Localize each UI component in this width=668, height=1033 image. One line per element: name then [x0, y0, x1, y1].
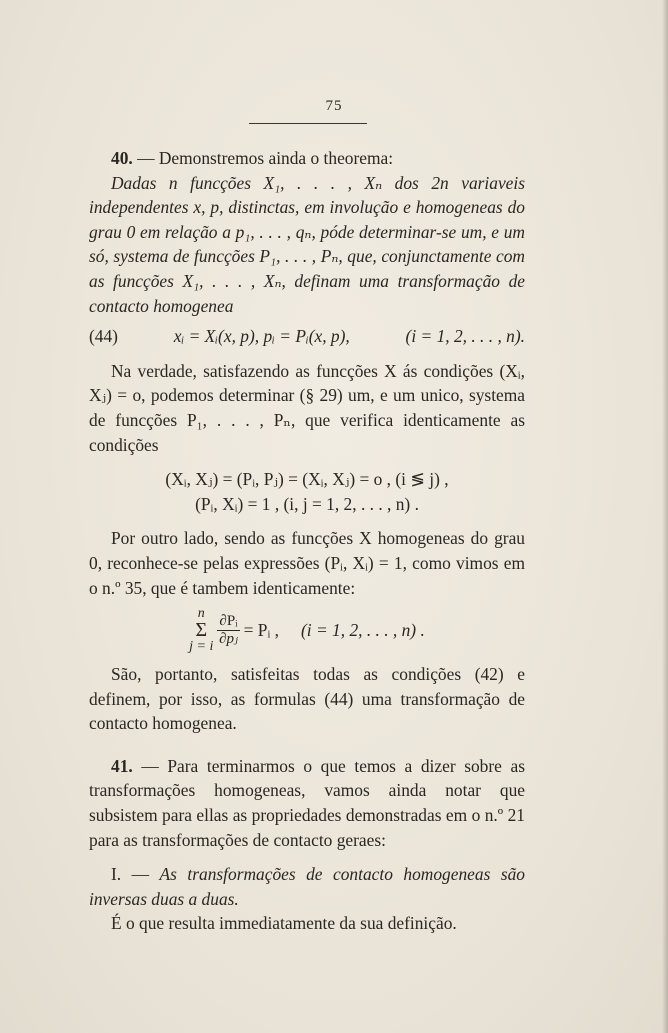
- equation-44-range: (i = 1, 2, . . . , n).: [405, 326, 525, 347]
- equation-44-label: (44): [89, 326, 118, 347]
- equation-44-body: xᵢ = Xᵢ(x, p), pᵢ = Pᵢ(x, p),: [173, 326, 350, 347]
- condition-equation-2: (Pᵢ, Xᵢ) = 1 , (i, j = 1, 2, . . . , n) .: [195, 493, 419, 514]
- sum-range: (i = 1, 2, . . . , n) .: [301, 619, 425, 640]
- sum-operator: [189, 606, 213, 654]
- paragraph-sao-portanto: São, portanto, satisfeitas todas as condições (42) e definem, por isso, as formulas (44) uma transformação de contacto homogenea.: [89, 664, 525, 734]
- partial-fraction: [217, 613, 239, 648]
- section-41-number: 41.: [111, 755, 133, 776]
- sum-lower-limit: j = i: [189, 639, 214, 655]
- section-41-paragraph: [89, 754, 525, 852]
- fraction-numerator: ∂Pᵢ: [219, 612, 238, 629]
- section-40-heading: [89, 146, 525, 171]
- paragraph-na-verdade: Na verdade, satisfazendo as funcções X ás condições (Xᵢ, Xⱼ) = o, podemos determinar (§ 29) um, e um unico, systema de funcções P₁, . . . , Pₙ, que verifica identicamente as condições: [89, 360, 525, 455]
- proposition-I-label: I. —: [111, 864, 150, 885]
- paragraph-final: É o que resulta immediatamente da sua definição.: [111, 913, 457, 934]
- page-body: [89, 146, 525, 936]
- section-41-text: — Para terminarmos o que temos a dizer sobre as transformações homogeneas, vamos ainda notar que subsistem para ellas as propriedades demonstradas em o n.º 21 para as transformações de contacto geraes:: [89, 755, 525, 850]
- sum-upper-limit: n: [197, 606, 205, 622]
- paragraph-por-outro-lado: Por outro lado, sendo as funcções X homogeneas do grau 0, reconhece-se pelas expressões (Pᵢ, Xᵢ) = 1, como vimos em o n.º 35, que é tambem identicamente:: [89, 528, 525, 598]
- fraction-denominator: ∂pⱼ: [219, 630, 238, 647]
- sum-equation: [89, 606, 525, 654]
- header-rule: [249, 123, 367, 124]
- section-40-heading-text: — Demonstremos ainda o theorema:: [137, 148, 394, 168]
- proposition-I-text: As transformações de contacto homogeneas são inversas duas a duas.: [89, 864, 525, 909]
- proposition-I: [89, 862, 525, 911]
- condition-equation-1: (Xᵢ, Xⱼ) = (Pᵢ, Pⱼ) = (Xᵢ, Xⱼ) = o , (i ≶ j) ,: [165, 469, 449, 490]
- page-number: 75: [325, 98, 343, 114]
- theorem-statement: Dadas n funcções X₁, . . . , Xₙ dos 2n variaveis independentes x, p, distinctas, em involução e homogeneas do grau 0 em relação a p₁, . . . , qₙ, póde determinar-se um, e um só, systema de funcções P₁, . . . , Pₙ, que, conjunctamente com as funcções X₁, . . . , Xₙ, definam uma transformação de contacto homogenea: [89, 172, 525, 316]
- page-edge-shadow: [662, 0, 668, 1033]
- sum-rhs: = Pᵢ ,: [243, 619, 279, 640]
- equation-44: [89, 324, 525, 349]
- sigma-symbol: Σ: [195, 619, 208, 642]
- section-40-number: 40.: [111, 148, 133, 168]
